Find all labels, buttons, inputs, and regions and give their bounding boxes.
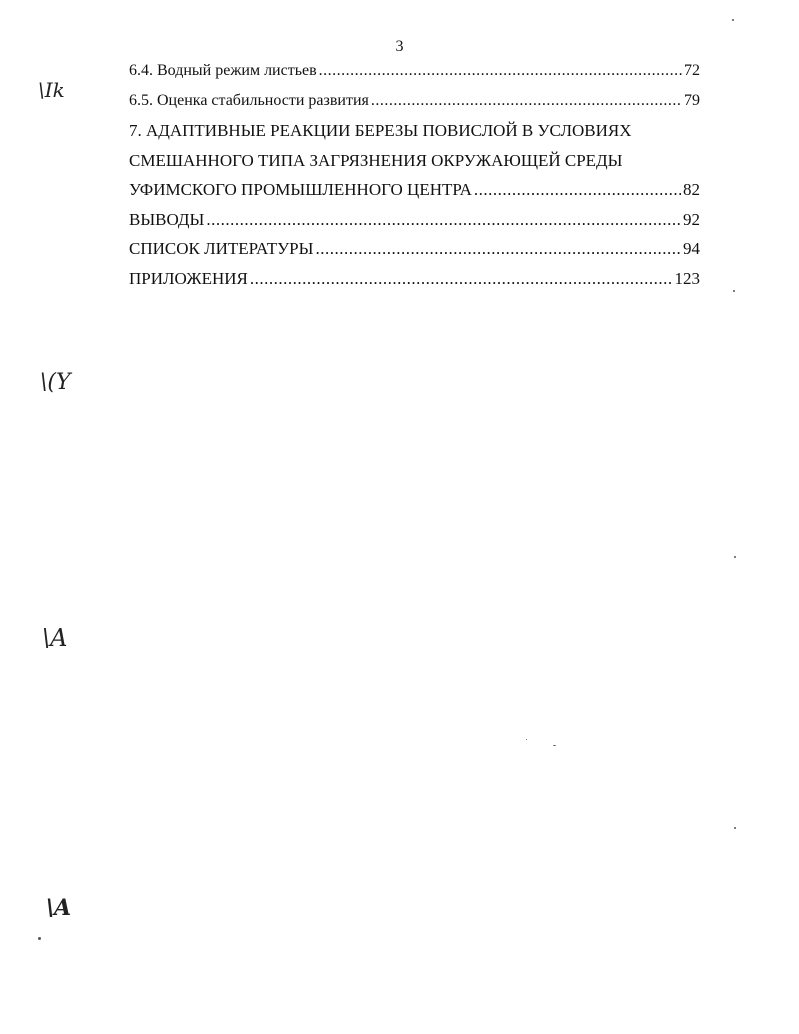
toc-entry-title: ВЫВОДЫ: [129, 209, 205, 229]
toc-entry-title: 6.5. Оценка стабильности развития: [129, 91, 369, 109]
toc-chapter-title-line: СМЕШАННОГО ТИПА ЗАГРЯЗНЕНИЯ ОКРУЖАЮЩЕЙ СРЕДЫ: [129, 150, 623, 170]
toc-chapter-title-line: УФИМСКОГО ПРОМЫШЛЕННОГО ЦЕНТРА: [129, 180, 472, 199]
scan-speck: [733, 290, 735, 292]
scan-speck: [732, 19, 734, 21]
toc-entry-6-4[interactable]: [129, 62, 700, 92]
toc-entry-page: 72: [684, 62, 700, 79]
handwritten-margin-mark: \Ik: [38, 78, 65, 102]
toc-entry-title: СПИСОК ЛИТЕРАТУРЫ: [129, 239, 314, 258]
scan-speck: [553, 745, 556, 746]
toc-leader-dots: [474, 180, 681, 200]
toc-entry-page: 123: [674, 268, 700, 288]
toc-leader-dots: [206, 210, 681, 230]
toc-entry-title: ПРИЛОЖЕНИЯ: [129, 268, 248, 288]
toc-entry-references[interactable]: [129, 239, 700, 269]
handwritten-margin-mark: \(Y: [40, 370, 71, 395]
toc-entry-conclusions[interactable]: [129, 210, 700, 240]
scan-speck: [38, 937, 41, 940]
scan-speck: [526, 739, 527, 740]
toc-chapter-7-line-1[interactable]: [129, 121, 700, 151]
toc-entry-page: 79: [684, 91, 700, 109]
toc-entry-page: 92: [683, 209, 700, 229]
toc-leader-dots: [315, 239, 681, 259]
toc-entry-page: 82: [683, 180, 700, 199]
scan-speck: [734, 556, 736, 558]
toc-leader-dots: [371, 92, 682, 110]
toc-leader-dots: [319, 62, 682, 80]
toc-chapter-7-line-3[interactable]: [129, 180, 700, 210]
handwritten-margin-mark: \A: [42, 624, 68, 652]
toc-entry-page: 94: [683, 239, 700, 258]
toc-entry-6-5[interactable]: [129, 92, 700, 122]
handwritten-margin-mark: \A: [46, 895, 72, 921]
toc-leader-dots: [250, 269, 673, 289]
toc-chapter-7-line-2[interactable]: [129, 151, 700, 181]
toc-entry-title: 6.4. Водный режим листьев: [129, 62, 317, 79]
toc-chapter-title-line: 7. АДАПТИВНЫЕ РЕАКЦИИ БЕРЕЗЫ ПОВИСЛОЙ В УСЛОВИЯХ: [129, 121, 632, 140]
toc-entry-appendices[interactable]: [129, 269, 700, 299]
table-of-contents: [129, 62, 700, 298]
scan-speck: [734, 827, 736, 829]
page-number: 3: [395, 38, 404, 55]
